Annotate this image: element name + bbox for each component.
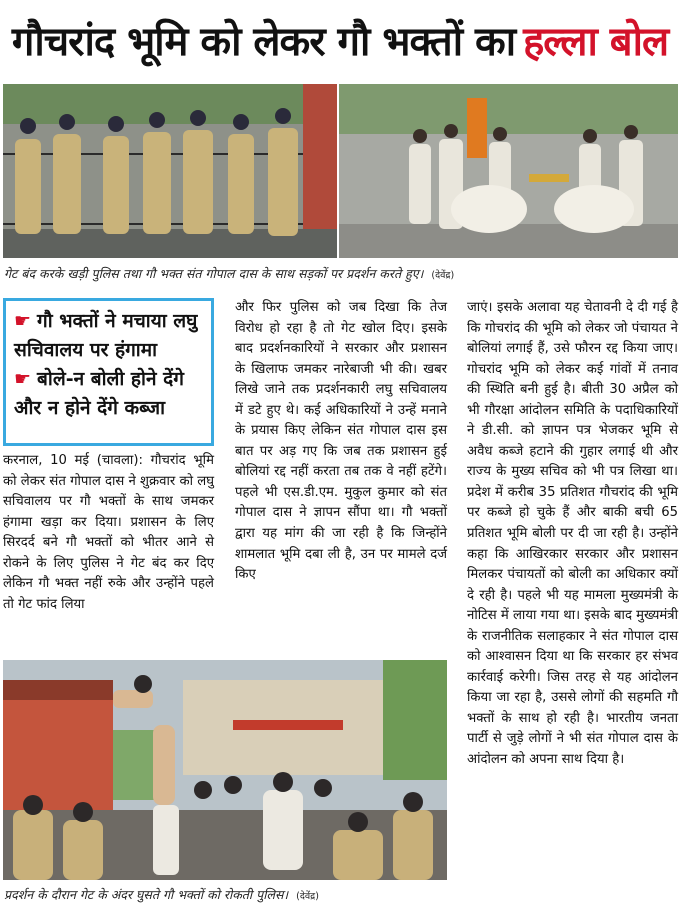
- highlight-box: [3, 298, 214, 446]
- headline-part1: गौचरांद भूमि को लेकर गौ भक्तों का: [11, 18, 516, 65]
- column-2-text: और फिर पुलिस को जब दिखा कि तेज विरोध हो रहा है तो गेट खोल दिए। इसके बाद प्रदर्शनकारियों ने सरकार और प्रशासन के खिलाफ जमकर नारेबाजी भी की। खबर लिखे जाने तक प्रदर्शनकारी लघु सचिवालय में डटे हुए थे। कई अधिकारियों ने उन्हें मनाने के प्रयास किए लेकिन संत गोपाल दास इस बात पर अड़ गए कि जब तक प्रशासन हुई बोलियां रद्द नहीं करता तब तक वे नहीं हटेंगे। पहले भी एस.डी.एम. मुकुल कुमार को संत गोपाल दास ने ज्ञापन सौंपा था। गौ भक्तों द्वारा यह मांग की जा रही है कि जिन्होंने शामलात भूमि दबा ली है, उन पर मामले दर्ज किए: [235, 300, 447, 583]
- headline: [0, 0, 680, 78]
- pointing-hand-icon: ☛: [14, 310, 32, 332]
- article-column-2: [235, 298, 447, 650]
- bottom-photo-protest: [3, 660, 447, 880]
- top-photo-police: [3, 84, 337, 258]
- top-photo-procession: [339, 84, 678, 258]
- highlight-line-3: [14, 365, 203, 394]
- highlight-text-1: गौ भक्तों ने मचाया लघु: [37, 310, 198, 332]
- highlight-line-1: [14, 307, 203, 336]
- column-3-text: जाएं। इसके अलावा यह चेतावनी दे दी गई है कि गोचरांद की भूमि को लेकर जो पंचायत ने बोलियां लगाई हैं, उसे फौरन रद्द किया जाए। गोचरांद भूमि को लेकर कई गांवों में तनाव की स्थिति बनी हुई है। बीती 30 अप्रैल को भी गौरक्षा आंदोलन समिति के पदाधिकारियों ने डी.सी. को ज्ञापन पत्र भेजकर भूमि से अवैध कब्जे हटाने की गुहार लगाई थी और राज्य के मुख्य सचिव को भी पत्र लिखा था। प्रदेश में करीब 35 प्रतिशत गौचरांद की भूमि पर कब्जे हो चुके हैं और बाकी बची 65 प्रतिशत भूमि बोली पर दी जा रही है। उन्होंने कहा कि आखिरकार सरकार और प्रशासन मिलकर पंचायतों को बोली का अधिकार क्यों दे रही है। पहले भी यह मामला मुख्यमंत्री के नोटिस में लाया गया था। इसके बाद मुख्यमंत्री के राजनीतिक सलाहकार ने संत गोपाल दास को आश्वासन दिया था कि सरकार हर संभव कार्रवाई करेगी। जिस तरह से यह आंदोलन किया जा रहा है, उससे लोगों की सहमति गौ भक्तों के साथ हो रही है। भारतीय जनता पार्टी से जुड़े लोगों ने भी संत गोपाल दास के आंदोलन को अपना साथ दिया है।: [467, 300, 678, 768]
- bottom-caption-text: प्रदर्शन के दौरान गेट के अंदर घुसते गौ भक्तों को रोकती पुलिस।: [4, 887, 289, 902]
- top-photo-caption: [4, 265, 454, 282]
- bottom-photo-caption: [4, 886, 319, 903]
- column-1-text: करनाल, 10 मई (चावला): गौचरांद भूमि को लेकर संत गोपाल दास ने शुक्रवार को लघु सचिवालय पर गौ भक्तों के साथ जमकर हंगामा खड़ा कर दिया। प्रशासन के लिए सिरदर्द बने गौ भक्तों को भीतर आने से रोकने के लिए पुलिस ने गेट बंद कर दिए लेकिन गौ भक्त नहीं रुके और उन्होंने पहले तो गेट फांद लिया: [3, 453, 214, 612]
- article-column-1: [3, 451, 214, 647]
- highlight-line-2: सचिवालय पर हंगामा: [14, 339, 157, 361]
- article-column-3: [467, 298, 678, 910]
- highlight-text-3: बोले-न बोली होने देंगे: [37, 368, 184, 390]
- pointing-hand-icon: ☛: [14, 368, 32, 390]
- top-caption-text: गेट बंद करके खड़ी पुलिस तथा गौ भक्त संत गोपाल दास के साथ सड़कों पर प्रदर्शन करते हुए।: [4, 266, 424, 281]
- highlight-line-4: और न होने देंगे कब्जा: [14, 397, 165, 419]
- bottom-caption-credit: (देवेंद्र): [296, 891, 319, 902]
- top-caption-credit: (देवेंद्र): [431, 270, 455, 281]
- headline-part2: हल्ला बोल: [523, 18, 669, 65]
